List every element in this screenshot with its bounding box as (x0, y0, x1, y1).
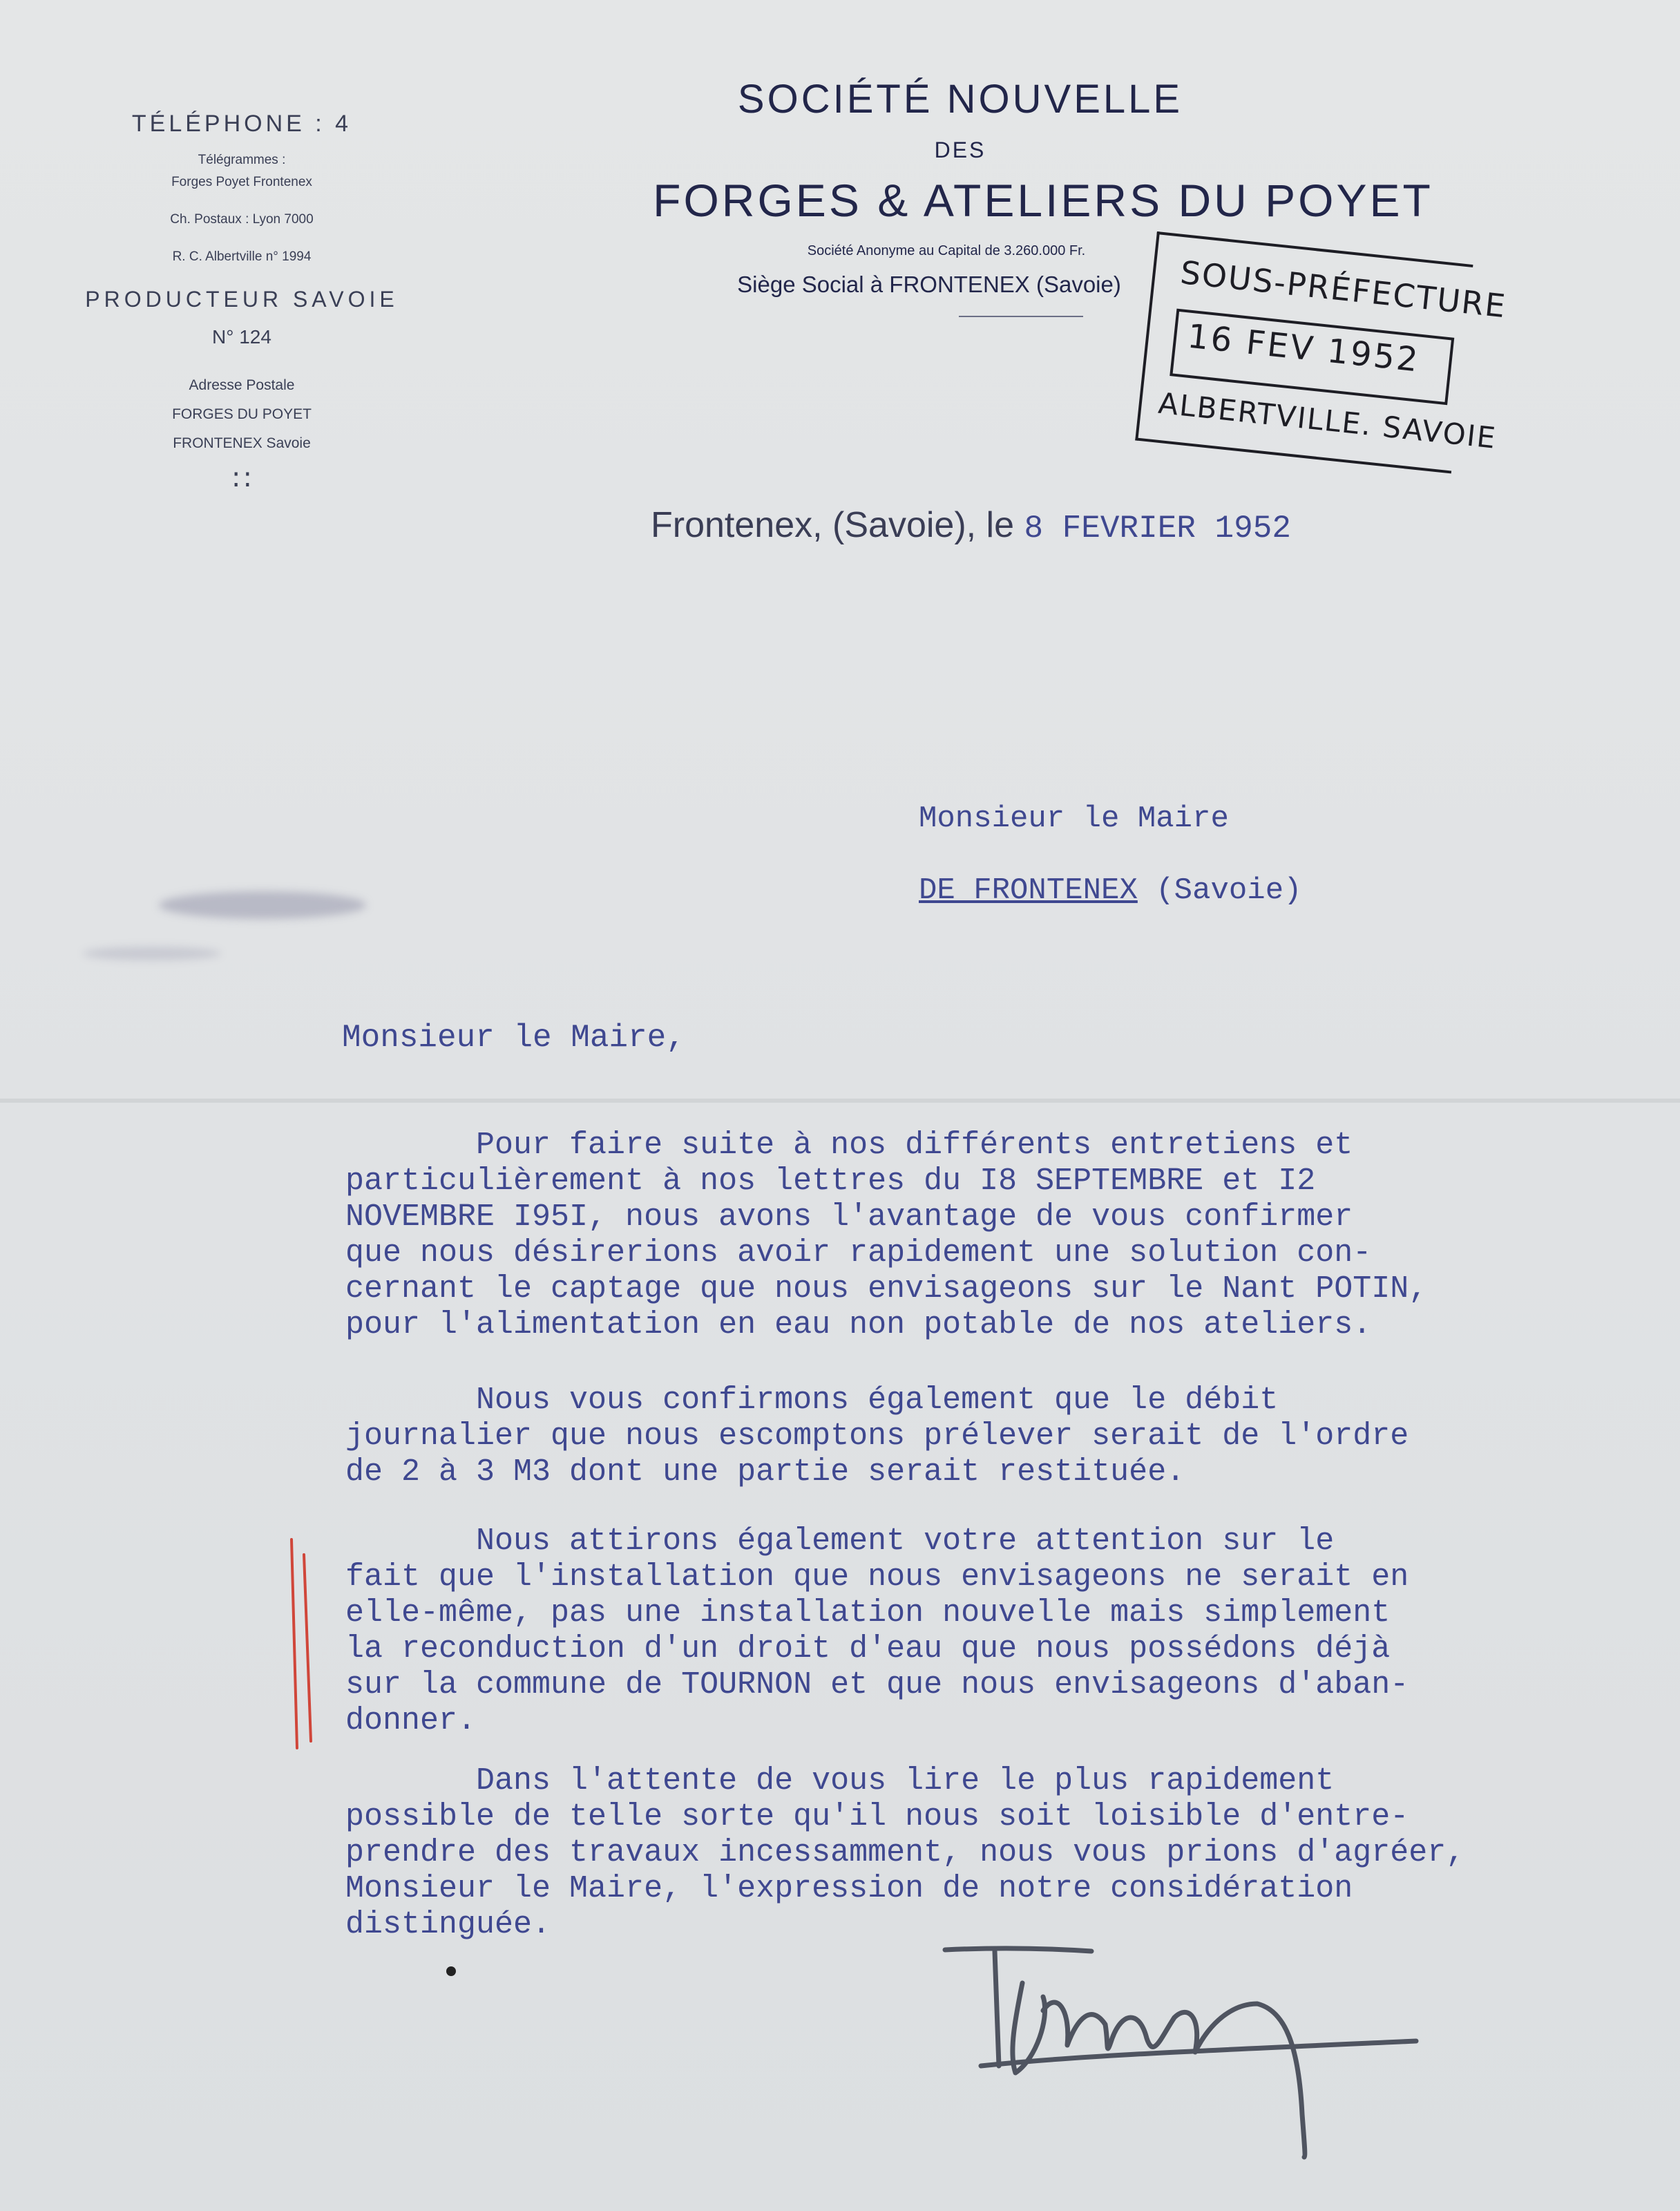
company-seat: Siège Social à FRONTENEX (Savoie) (737, 272, 1121, 297)
date-line (651, 504, 1291, 547)
postal-address-line: FORGES DU POYET (172, 406, 312, 422)
telegrams-value: Forges Poyet Frontenex (171, 175, 312, 189)
received-stamp (1136, 231, 1509, 471)
postal-cheque: Ch. Postaux : Lyon 7000 (170, 212, 314, 227)
producer: PRODUCTEUR SAVOIE (85, 287, 399, 312)
salutation: Monsieur le Maire, (342, 1020, 685, 1056)
telegrams-label: Télégrammes : (198, 153, 286, 167)
ink-smudge (83, 947, 221, 960)
divider (959, 316, 1083, 317)
date-line-printed: Frontenex, (Savoie), le (651, 505, 1024, 545)
stamp-date: 16 FEV 1952 (1185, 316, 1422, 380)
body-paragraph: Nous attirons également votre attention sur le fait que l'installation que nous envisageons ne serait en elle-même, pas une installation nouvelle mais simplement la reconduction d'un droit d'eau que nous possédons déjà sur la commune de TOURNON et que nous envisageons d'aban- donner. (345, 1524, 1409, 1738)
company-name-line1: SOCIÉTÉ NOUVELLE (737, 77, 1183, 122)
addressee-town: DE FRONTENEX (919, 873, 1138, 908)
company-name-line2: DES (934, 137, 986, 162)
addressee-region: (Savoie) (1137, 873, 1302, 908)
letterhead-contact (41, 111, 442, 496)
postal-address-line: FRONTENEX Savoie (173, 435, 311, 451)
stamp-office: SOUS-PRÉFECTURE (1178, 254, 1509, 325)
trade-registry: R. C. Albertville n° 1994 (172, 249, 312, 264)
stamp-place: ALBERTVILLE. SAVOIE (1156, 386, 1498, 455)
producer-number: N° 124 (212, 326, 271, 348)
addressee-line2 (919, 873, 1302, 908)
postal-address-label: Adresse Postale (189, 377, 295, 393)
telephone: TÉLÉPHONE : 4 (131, 111, 352, 137)
body-paragraph: Dans l'attente de vous lire le plus rapidement possible de telle sorte qu'il nous soit loisible d'entre- prendre des travaux incessamment, nous vous prions d'agréer, Monsieur le Maire, l'expression de notre considération distinguée. (345, 1763, 1465, 1942)
paper-fold (0, 1099, 1680, 1103)
ink-dot (446, 1966, 456, 1976)
body-paragraph: Pour faire suite à nos différents entretiens et particulièrement à nos lettres du I8 SEPTEMBRE et I2 NOVEMBRE I95I, nous avons l'avantage de vous confirmer que nous désirerions avoir rapidement une solution con- cernant le captage que nous envisageons sur le Nant POTIN, pour l'alimentation en eau non potable de nos ateliers. (345, 1128, 1428, 1342)
handwritten-signature (939, 1935, 1437, 2163)
ornament-mark: ∷ (233, 465, 251, 495)
addressee-line1: Monsieur le Maire (919, 801, 1229, 836)
date-line-typed: 8 FEVRIER 1952 (1024, 511, 1291, 547)
margin-pencil-mark (276, 1534, 325, 1755)
company-capital: Société Anonyme au Capital de 3.260.000 Fr. (807, 243, 1086, 258)
body-paragraph: Nous vous confirmons également que le débit journalier que nous escomptons prélever serait de l'ordre de 2 à 3 M3 dont une partie serait restituée. (345, 1383, 1409, 1490)
company-name-line3: FORGES & ATELIERS DU POYET (653, 175, 1433, 226)
ink-smudge (159, 891, 366, 919)
